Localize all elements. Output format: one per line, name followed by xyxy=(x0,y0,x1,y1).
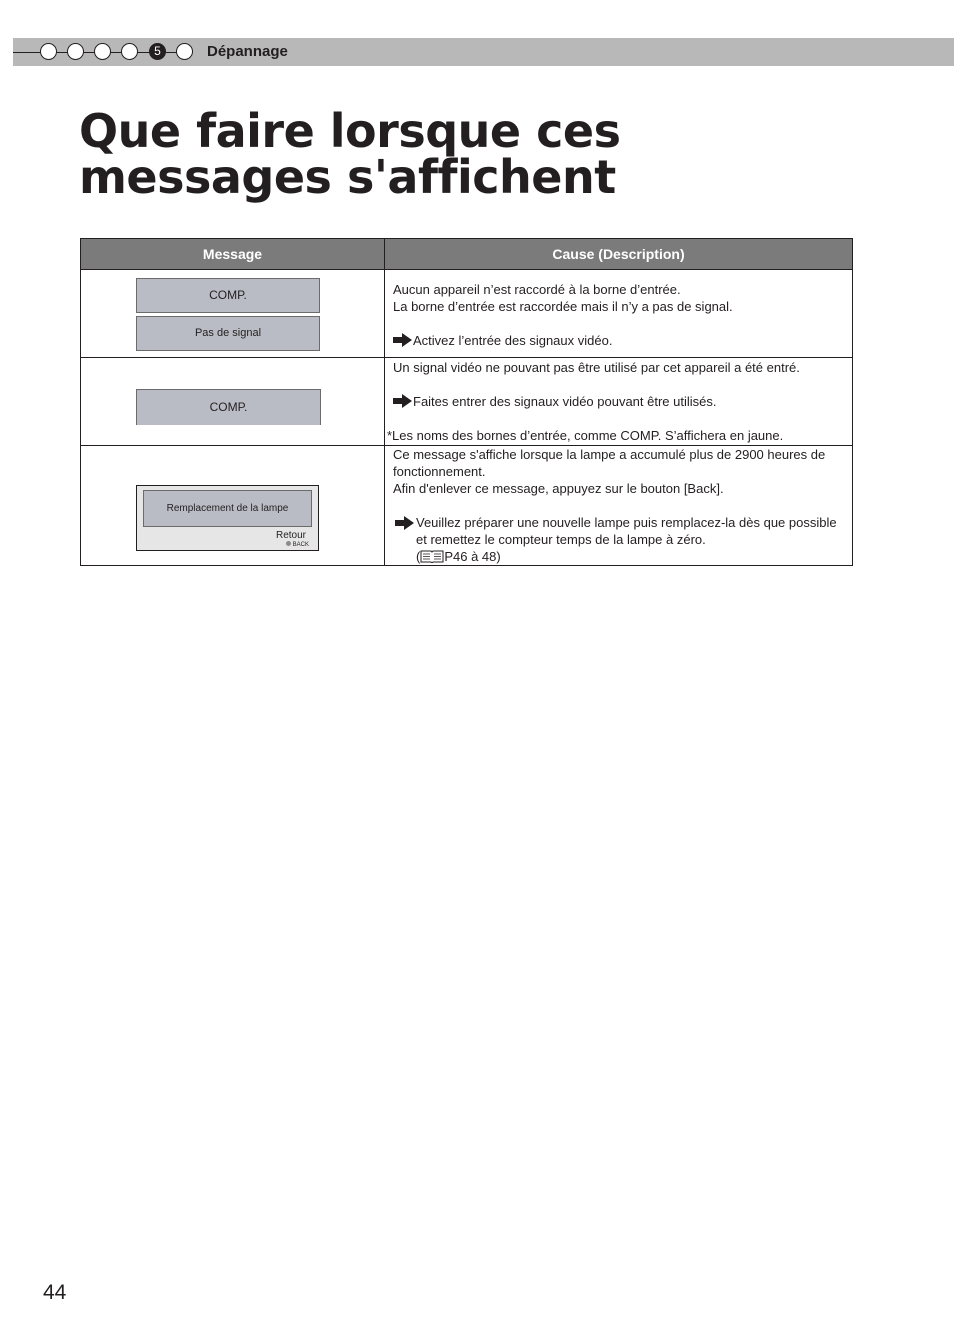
description-line: Afin d'enlever ce message, appuyez sur le bouton [Back]. xyxy=(393,481,724,496)
description-line: Un signal vidéo ne pouvant pas être utilisé par cet appareil a été entré. xyxy=(393,360,800,375)
osd-no-signal-message: Pas de signal xyxy=(136,316,320,351)
osd-input-label: COMP. xyxy=(136,278,320,313)
book-reference-icon xyxy=(420,550,444,563)
messages-table xyxy=(80,238,853,566)
osd-lamp-message: Remplacement de la lampe xyxy=(143,490,312,527)
table-row xyxy=(81,358,853,446)
step-indicator-1 xyxy=(40,43,57,60)
page-number: 44 xyxy=(43,1281,67,1304)
table-row xyxy=(81,270,853,358)
page-title: Que faire lorsque ces messages s'affichent xyxy=(79,104,621,204)
back-button-icon xyxy=(286,541,291,546)
section-label: Dépannage xyxy=(207,43,288,60)
note-text: *Les noms des bornes d’entrée, comme COMP. S’affichera en jaune. xyxy=(387,428,784,443)
description-cell xyxy=(385,270,853,358)
osd-back-label: Retour xyxy=(275,530,306,541)
back-key-text: BACK xyxy=(292,542,309,548)
step-indicator-6 xyxy=(176,43,193,60)
arrow-right-icon xyxy=(393,333,412,347)
message-cell xyxy=(81,358,385,446)
description-line: La borne d’entrée est raccordée mais il n’y a pas de signal. xyxy=(393,299,733,314)
message-cell xyxy=(81,270,385,358)
column-header-cause: Cause (Description) xyxy=(385,239,853,270)
arrow-right-icon xyxy=(395,516,414,530)
page-reference: P46 à 48 xyxy=(444,549,497,564)
description-cell xyxy=(385,358,853,446)
osd-input-label: COMP. xyxy=(136,389,321,425)
action-text: Faites entrer des signaux vidéo pouvant être utilisés. xyxy=(413,394,717,409)
step-indicator-4 xyxy=(121,43,138,60)
step-indicator-3 xyxy=(94,43,111,60)
osd-lamp-dialog xyxy=(136,485,319,551)
action-text: Veuillez préparer une nouvelle lampe puis remplacez-la dès que possible et remettez le compteur temps de la lampe à zéro. xyxy=(416,515,837,547)
osd-back-hint xyxy=(286,541,309,549)
description-line: Ce message s'affiche lorsque la lampe a accumulé plus de 2900 heures de fonctionnement. xyxy=(393,447,826,479)
column-header-message: Message xyxy=(81,239,385,270)
table-header-row xyxy=(81,239,853,270)
description-cell: Ce message s'affiche lorsque la lampe a accumulé plus de 2900 heures de fonctionnement. Afin d'enlever ce message, appuyez sur le bouton [Back]. Veuillez préparer une nouvelle lampe puis remplacez-la dès que possible et remettez le compteur temps de la lampe à zéro. ( P46 à 48) xyxy=(385,446,853,566)
table-row xyxy=(81,446,853,566)
step-indicator-2 xyxy=(67,43,84,60)
arrow-right-icon xyxy=(393,394,412,408)
description-line: Aucun appareil n’est raccordé à la borne d’entrée. xyxy=(393,282,681,297)
action-text: Activez l’entrée des signaux vidéo. xyxy=(413,333,613,348)
step-indicator-current: 5 xyxy=(149,43,166,60)
message-cell xyxy=(81,446,385,566)
